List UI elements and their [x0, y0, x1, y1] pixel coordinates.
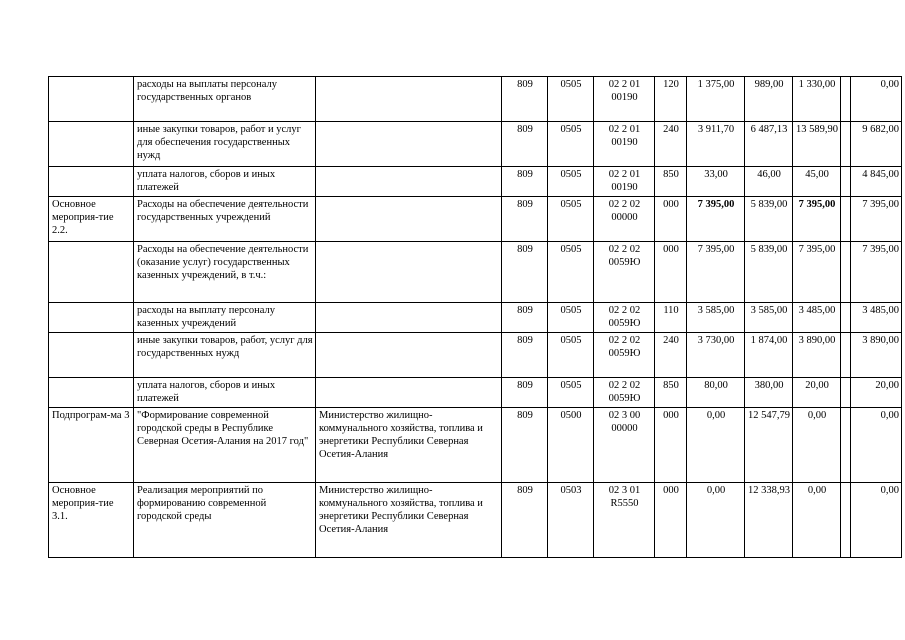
amount-year4-cell: 7 395,00 [851, 197, 902, 242]
table-row [49, 303, 902, 333]
section-cell [49, 167, 134, 197]
amount-year4-cell: 9 682,00 [851, 122, 902, 167]
column-gap [841, 167, 851, 197]
csr-cell: 02 2 01 00190 [594, 77, 655, 122]
csr-cell: 02 2 02 0059Ю [594, 378, 655, 408]
amount-year1-cell: 3 730,00 [687, 333, 745, 378]
table-row [49, 333, 902, 378]
amount-year3-cell: 1 330,00 [793, 77, 841, 122]
column-gap [841, 408, 851, 483]
amount-year1-cell: 33,00 [687, 167, 745, 197]
executor-cell: Министерство жилищно-коммунального хозяйства, топлива и энергетики Республики Северная Осетия-Алания [316, 483, 502, 558]
rz-cell: 0505 [548, 167, 594, 197]
column-gap [841, 333, 851, 378]
vr-cell: 000 [655, 483, 687, 558]
rz-cell: 0505 [548, 242, 594, 303]
amount-year3-cell: 7 395,00 [793, 242, 841, 303]
amount-year3-cell: 45,00 [793, 167, 841, 197]
rz-cell: 0505 [548, 77, 594, 122]
amount-year3-cell: 0,00 [793, 408, 841, 483]
amount-year4-cell: 20,00 [851, 378, 902, 408]
column-gap [841, 197, 851, 242]
rz-cell: 0505 [548, 333, 594, 378]
amount-year2-cell: 1 874,00 [745, 333, 793, 378]
executor-cell: Министерство жилищно-коммунального хозяйства, топлива и энергетики Республики Северная Осетия-Алания [316, 408, 502, 483]
vr-cell: 110 [655, 303, 687, 333]
amount-year4-cell: 0,00 [851, 483, 902, 558]
column-gap [841, 242, 851, 303]
expense-name-cell: Реализация мероприятий по формированию современной городской среды [134, 483, 316, 558]
executor-cell [316, 242, 502, 303]
expense-name-cell: Расходы на обеспечение деятельности государственных учреждений [134, 197, 316, 242]
section-cell: Основное мероприя-тие 2.2. [49, 197, 134, 242]
csr-cell: 02 2 01 00190 [594, 122, 655, 167]
grbs-cell: 809 [502, 77, 548, 122]
executor-cell [316, 333, 502, 378]
grbs-cell: 809 [502, 408, 548, 483]
amount-year3-cell: 13 589,90 [793, 122, 841, 167]
vr-cell: 120 [655, 77, 687, 122]
expense-name-cell: "Формирование современной городской среды в Республике Северная Осетия-Алания на 2017 год" [134, 408, 316, 483]
expense-name-cell: уплата налогов, сборов и иных платежей [134, 167, 316, 197]
section-cell: Подпрограм-ма 3 [49, 408, 134, 483]
section-cell [49, 303, 134, 333]
executor-cell [316, 77, 502, 122]
table-row [49, 242, 902, 303]
expense-name-cell: расходы на выплату персоналу казенных учреждений [134, 303, 316, 333]
amount-year4-cell: 0,00 [851, 408, 902, 483]
grbs-cell: 809 [502, 303, 548, 333]
grbs-cell: 809 [502, 122, 548, 167]
amount-year4-cell: 4 845,00 [851, 167, 902, 197]
table-row [49, 408, 902, 483]
executor-cell [316, 122, 502, 167]
amount-year1-cell: 3 585,00 [687, 303, 745, 333]
grbs-cell: 809 [502, 242, 548, 303]
amount-year3-cell: 20,00 [793, 378, 841, 408]
column-gap [841, 77, 851, 122]
amount-year2-cell: 6 487,13 [745, 122, 793, 167]
grbs-cell: 809 [502, 483, 548, 558]
csr-cell: 02 2 02 0059Ю [594, 303, 655, 333]
amount-year1-cell: 7 395,00 [687, 242, 745, 303]
expense-name-cell: уплата налогов, сборов и иных платежей [134, 378, 316, 408]
budget-table [48, 76, 902, 558]
amount-year2-cell: 46,00 [745, 167, 793, 197]
section-cell [49, 242, 134, 303]
vr-cell: 000 [655, 408, 687, 483]
amount-year2-cell: 3 585,00 [745, 303, 793, 333]
vr-cell: 850 [655, 167, 687, 197]
amount-year1-cell: 0,00 [687, 483, 745, 558]
amount-year3-cell: 3 890,00 [793, 333, 841, 378]
amount-year4-cell: 3 890,00 [851, 333, 902, 378]
amount-year4-cell: 3 485,00 [851, 303, 902, 333]
vr-cell: 240 [655, 122, 687, 167]
table-row [49, 77, 902, 122]
section-cell: Основное мероприя-тие 3.1. [49, 483, 134, 558]
executor-cell [316, 303, 502, 333]
column-gap [841, 483, 851, 558]
executor-cell [316, 167, 502, 197]
vr-cell: 240 [655, 333, 687, 378]
amount-year3-cell: 7 395,00 [793, 197, 841, 242]
rz-cell: 0505 [548, 197, 594, 242]
expense-name-cell: иные закупки товаров, работ и услуг для обеспечения государственных нужд [134, 122, 316, 167]
csr-cell: 02 2 02 0059Ю [594, 333, 655, 378]
rz-cell: 0505 [548, 378, 594, 408]
amount-year2-cell: 989,00 [745, 77, 793, 122]
rz-cell: 0503 [548, 483, 594, 558]
grbs-cell: 809 [502, 167, 548, 197]
amount-year2-cell: 5 839,00 [745, 242, 793, 303]
executor-cell [316, 378, 502, 408]
grbs-cell: 809 [502, 378, 548, 408]
csr-cell: 02 2 01 00190 [594, 167, 655, 197]
section-cell [49, 378, 134, 408]
grbs-cell: 809 [502, 197, 548, 242]
csr-cell: 02 2 02 00000 [594, 197, 655, 242]
amount-year4-cell: 0,00 [851, 77, 902, 122]
amount-year4-cell: 7 395,00 [851, 242, 902, 303]
section-cell [49, 77, 134, 122]
rz-cell: 0505 [548, 303, 594, 333]
section-cell [49, 122, 134, 167]
amount-year3-cell: 0,00 [793, 483, 841, 558]
rz-cell: 0500 [548, 408, 594, 483]
table-row [49, 122, 902, 167]
amount-year1-cell: 0,00 [687, 408, 745, 483]
table-row [49, 378, 902, 408]
amount-year2-cell: 5 839,00 [745, 197, 793, 242]
csr-cell: 02 3 01 R5550 [594, 483, 655, 558]
rz-cell: 0505 [548, 122, 594, 167]
amount-year1-cell: 7 395,00 [687, 197, 745, 242]
table-row [49, 167, 902, 197]
vr-cell: 000 [655, 197, 687, 242]
amount-year2-cell: 12 338,93 [745, 483, 793, 558]
table-row [49, 197, 902, 242]
expense-name-cell: расходы на выплаты персоналу государственных органов [134, 77, 316, 122]
expense-name-cell: иные закупки товаров, работ, услуг для государственных нужд [134, 333, 316, 378]
vr-cell: 850 [655, 378, 687, 408]
csr-cell: 02 3 00 00000 [594, 408, 655, 483]
executor-cell [316, 197, 502, 242]
amount-year2-cell: 12 547,79 [745, 408, 793, 483]
amount-year1-cell: 80,00 [687, 378, 745, 408]
amount-year3-cell: 3 485,00 [793, 303, 841, 333]
section-cell [49, 333, 134, 378]
amount-year1-cell: 1 375,00 [687, 77, 745, 122]
amount-year2-cell: 380,00 [745, 378, 793, 408]
vr-cell: 000 [655, 242, 687, 303]
column-gap [841, 122, 851, 167]
column-gap [841, 378, 851, 408]
column-gap [841, 303, 851, 333]
amount-year1-cell: 3 911,70 [687, 122, 745, 167]
csr-cell: 02 2 02 0059Ю [594, 242, 655, 303]
expense-name-cell: Расходы на обеспечение деятельности (оказание услуг) государственных казенных учреждений, в т.ч.: [134, 242, 316, 303]
table-row [49, 483, 902, 558]
grbs-cell: 809 [502, 333, 548, 378]
